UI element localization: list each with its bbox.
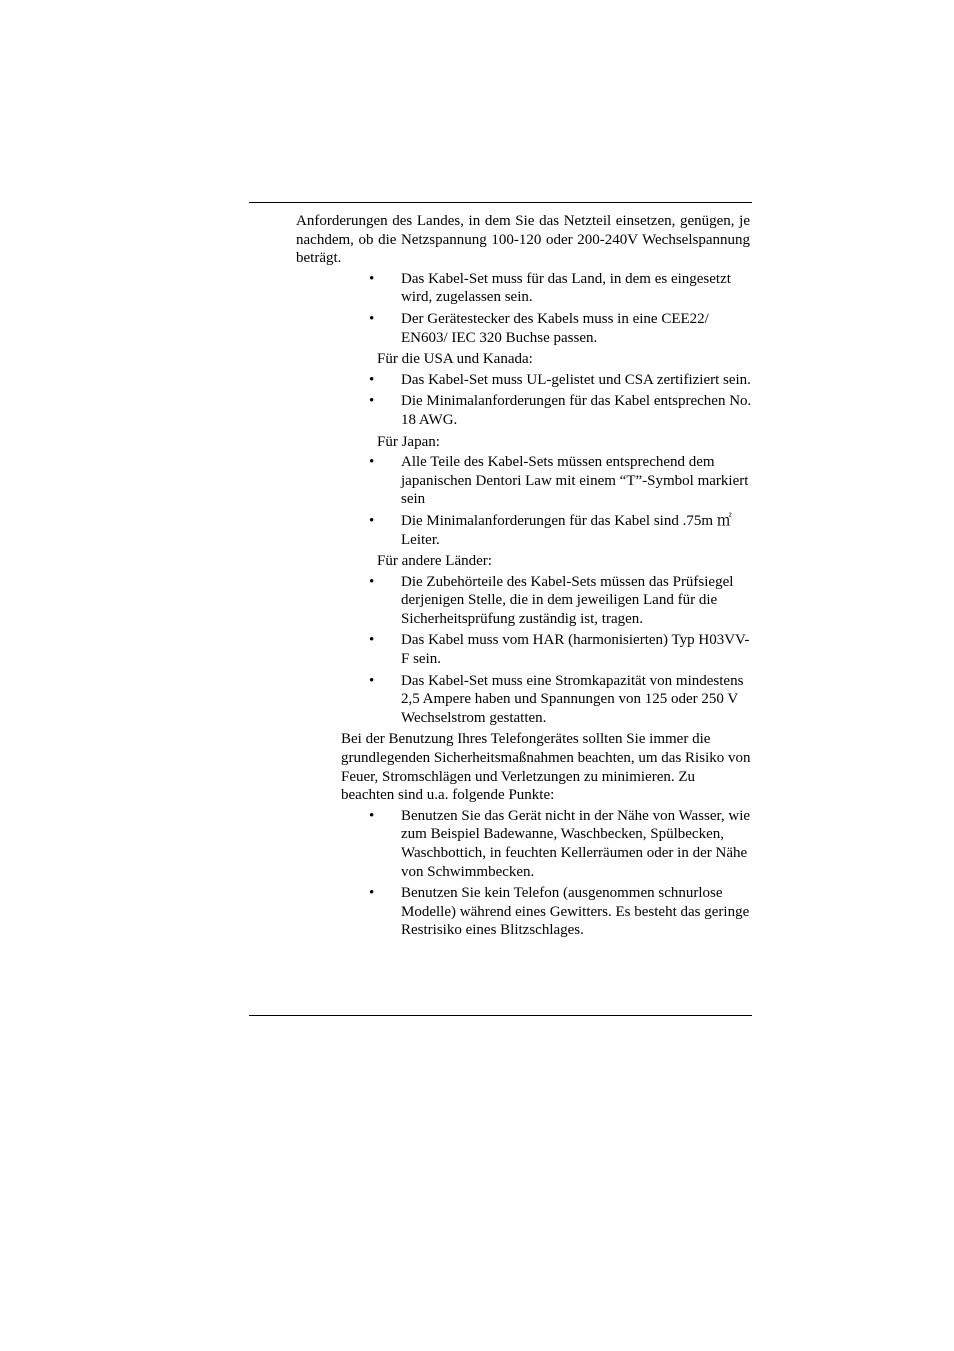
list-item <box>296 270 755 307</box>
bullet-icon: • <box>369 270 375 287</box>
list-item-text: Das Kabel muss vom HAR (harmonisierten) Typ H03VV-F sein. <box>401 632 750 668</box>
bullet-icon: • <box>369 512 375 529</box>
bullet-icon: • <box>369 310 375 327</box>
list-item-text: Alle Teile des Kabel-Sets müssen entsprechend dem japanischen Dentori Law mit einem “T”-Symbol markiert sein <box>401 454 749 508</box>
intro-paragraph: Anforderungen des Landes, in dem Sie das Netzteil einsetzen, genügen, je nachdem, ob die Netzspannung 100-120 oder 200-240V Wechselspannung beträgt. <box>296 213 750 267</box>
list-item-text: Die Zubehörteile des Kabel-Sets müssen das Prüfsiegel derjenigen Stelle, die in dem jeweiligen Land für die Sicherheitsprüfung zuständig ist, tragen. <box>401 573 734 627</box>
phone-safety-list <box>296 807 750 940</box>
bullet-icon: • <box>369 371 375 388</box>
bullet-icon: • <box>369 632 375 649</box>
bullet-icon: • <box>369 573 375 590</box>
bullet-icon: • <box>369 885 375 902</box>
usa-heading: Für die USA und Kanada: <box>377 351 533 368</box>
other-countries-heading: Für andere Länder: <box>377 553 492 570</box>
list-item <box>296 453 755 509</box>
bullet-icon: • <box>369 672 375 689</box>
phone-safety-paragraph: Bei der Benutzung Ihres Telefongerätes sollten Sie immer die grundlegenden Sicherheitsmaßnahmen beachten, um das Risiko von Feuer, Stromschlägen und Verletzungen zu minimieren. Zu beachten sind u.a. folgende Punkte: <box>341 731 751 804</box>
list-item <box>296 631 755 668</box>
list-item <box>296 807 755 881</box>
list-item-text: Benutzen Sie das Gerät nicht in der Nähe von Wasser, wie zum Beispiel Badewanne, Waschbecken, Spülbecken, Waschbottich, in feuchten Kellerräumen oder in der Nähe von Schwimmbecken. <box>401 807 751 880</box>
japan-heading: Für Japan: <box>377 433 440 450</box>
list-item <box>296 512 755 549</box>
japan-list <box>296 453 750 549</box>
general-list <box>296 270 750 347</box>
page-content <box>296 212 750 943</box>
usa-list <box>296 371 750 430</box>
bottom-rule <box>249 1015 752 1016</box>
list-item-text: Das Kabel-Set muss eine Stromkapazität von mindestens 2,5 Ampere haben und Spannungen von 125 oder 250 V Wechselstrom gestatten. <box>401 672 744 726</box>
bullet-icon: • <box>369 454 375 471</box>
list-item-text: Das Kabel-Set muss für das Land, in dem es eingesetzt wird, zugelassen sein. <box>401 270 731 306</box>
list-item-text: Die Minimalanforderungen für das Kabel entsprechen No. 18 AWG. <box>401 393 752 428</box>
list-item <box>296 672 755 728</box>
list-item <box>296 371 755 390</box>
list-item-text: Benutzen Sie kein Telefon (ausgenommen schnurlose Modelle) während eines Gewitters. Es besteht das geringe Restrisiko eines Blitzschlages. <box>401 885 750 939</box>
list-item-text: Der Gerätestecker des Kabels muss in eine CEE22/ EN603/ IEC 320 Buchse passen. <box>401 310 709 346</box>
list-item <box>296 884 755 940</box>
top-rule <box>249 202 752 203</box>
list-item <box>296 392 755 429</box>
list-item-text: Die Minimalanforderungen für das Kabel sind .75m ㎡ Leiter. <box>401 512 732 548</box>
other-countries-list <box>296 573 750 728</box>
list-item <box>296 573 755 629</box>
bullet-icon: • <box>369 807 375 824</box>
bullet-icon: • <box>369 393 375 410</box>
list-item-text: Das Kabel-Set muss UL-gelistet und CSA zertifiziert sein. <box>401 371 751 388</box>
list-item <box>296 310 755 347</box>
